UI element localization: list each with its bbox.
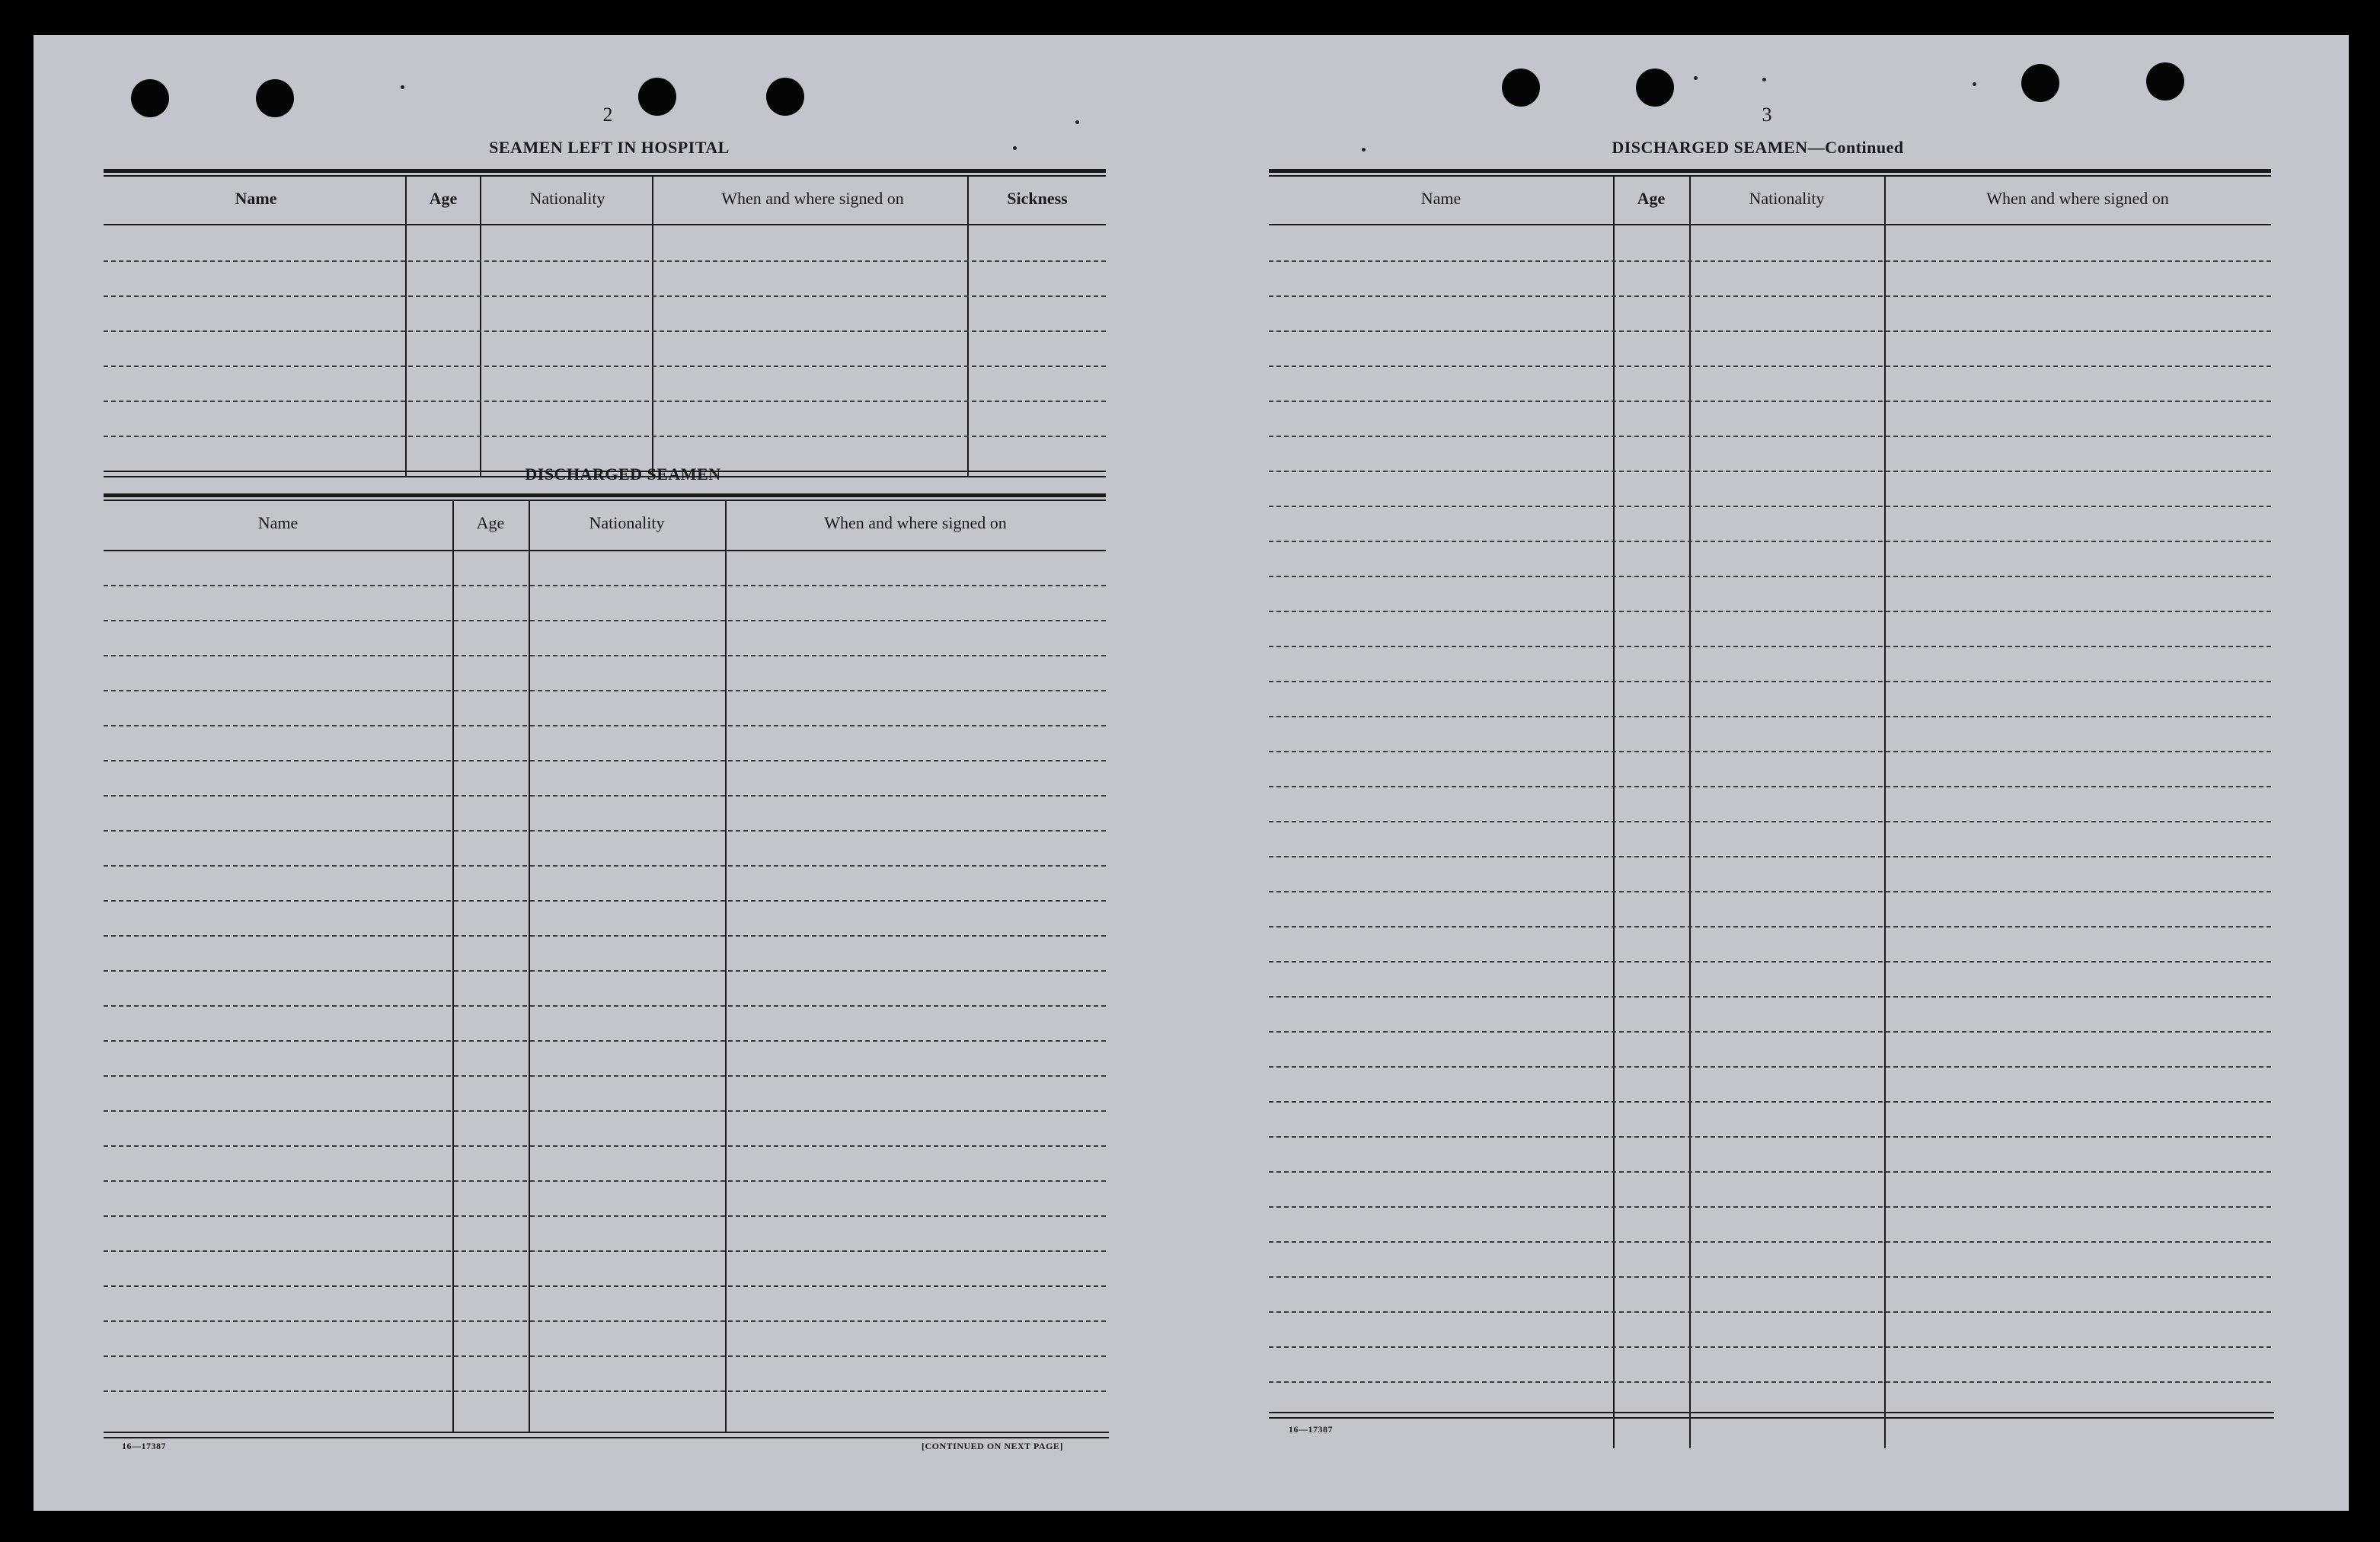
column-divider — [480, 177, 481, 477]
row-line — [104, 295, 1106, 297]
row-line — [1269, 576, 2271, 577]
row-line — [104, 436, 1106, 437]
row-line — [1269, 330, 2271, 332]
punch-hole — [1636, 69, 1674, 107]
title-main: DISCHARGED SEAMEN — [1612, 138, 1808, 157]
column-header-when-where: When and where signed on — [721, 189, 904, 208]
header-bottom-rule — [104, 550, 1106, 551]
column-divider — [1613, 177, 1615, 1448]
row-line — [1269, 1241, 2271, 1243]
row-line — [104, 401, 1106, 402]
column-header-age: Age — [476, 513, 505, 532]
punch-hole — [1502, 69, 1540, 107]
row-line — [1269, 856, 2271, 857]
row-line — [104, 1040, 1106, 1042]
row-line — [1269, 1381, 2271, 1383]
row-line — [104, 620, 1106, 621]
column-divider — [1884, 177, 1886, 1448]
continued-note: [CONTINUED ON NEXT PAGE] — [922, 1441, 1063, 1451]
speck — [1362, 148, 1366, 152]
punch-hole — [2021, 64, 2059, 102]
row-line — [104, 366, 1106, 367]
table-bottom-rule — [104, 1432, 1109, 1433]
row-line — [104, 1145, 1106, 1147]
table-top-rule — [104, 493, 1106, 497]
row-line — [104, 900, 1106, 902]
speck — [1973, 82, 1976, 86]
column-header-nationality: Nationality — [589, 513, 665, 532]
column-divider — [1689, 177, 1691, 1448]
table-bottom-rule — [104, 1437, 1109, 1438]
column-divider — [529, 501, 530, 1433]
row-line — [104, 935, 1106, 937]
row-line — [1269, 611, 2271, 612]
punch-hole — [638, 78, 676, 116]
speck — [401, 85, 404, 89]
column-divider — [452, 501, 454, 1433]
row-line — [1269, 681, 2271, 682]
row-line — [104, 725, 1106, 726]
row-line — [1269, 506, 2271, 507]
header-bottom-rule — [104, 224, 1106, 225]
row-line — [1269, 1066, 2271, 1068]
column-divider — [652, 177, 653, 477]
column-header-nationality: Nationality — [529, 189, 605, 208]
row-line — [1269, 295, 2271, 297]
row-line — [1269, 436, 2271, 437]
row-line — [1269, 541, 2271, 542]
row-line — [1269, 1031, 2271, 1033]
row-line — [1269, 646, 2271, 647]
row-line — [1269, 1206, 2271, 1208]
column-divider — [725, 501, 727, 1433]
column-header-sickness: Sickness — [1007, 189, 1068, 208]
table-bottom-rule — [1269, 1417, 2274, 1419]
row-line — [104, 830, 1106, 832]
column-header-nationality: Nationality — [1749, 189, 1825, 208]
table-top-rule — [104, 500, 1106, 501]
column-header-when-where: When and where signed on — [1986, 189, 2169, 208]
speck — [1013, 146, 1017, 150]
speck — [1075, 120, 1079, 124]
row-line — [1269, 1171, 2271, 1173]
row-line — [104, 1110, 1106, 1112]
header-bottom-rule — [1269, 224, 2271, 225]
column-divider — [967, 177, 969, 477]
column-header-name: Name — [257, 513, 299, 532]
row-line — [104, 865, 1106, 867]
row-line — [104, 970, 1106, 972]
table-top-rule — [104, 175, 1106, 177]
page-number: 3 — [1762, 104, 1772, 126]
table-top-rule — [104, 169, 1106, 173]
document-sheet — [34, 35, 2349, 1511]
table-top-rule — [1269, 175, 2271, 177]
column-header-name: Name — [1420, 189, 1462, 208]
row-line — [1269, 1276, 2271, 1278]
row-line — [104, 1355, 1106, 1357]
table-bottom-rule — [1269, 1412, 2274, 1413]
speck — [1694, 76, 1698, 80]
row-line — [104, 1075, 1106, 1077]
form-number: 16—17387 — [1289, 1424, 1333, 1435]
row-line — [1269, 891, 2271, 892]
row-line — [104, 1180, 1106, 1182]
section-title-discharged-continued — [1612, 138, 1903, 158]
row-line — [1269, 401, 2271, 402]
row-line — [1269, 1101, 2271, 1103]
punch-hole — [2146, 62, 2184, 101]
section-title-discharged: DISCHARGED SEAMEN — [525, 465, 721, 484]
row-line — [1269, 786, 2271, 787]
title-sub: —Continued — [1807, 138, 1904, 157]
row-line — [104, 655, 1106, 656]
row-line — [104, 1250, 1106, 1252]
row-line — [104, 260, 1106, 262]
row-line — [1269, 1311, 2271, 1313]
row-line — [1269, 821, 2271, 822]
row-line — [104, 1390, 1106, 1392]
column-header-age: Age — [429, 189, 458, 208]
row-line — [104, 1005, 1106, 1007]
row-line — [104, 690, 1106, 691]
row-line — [104, 1285, 1106, 1287]
row-line — [104, 795, 1106, 797]
row-line — [1269, 751, 2271, 752]
row-line — [1269, 471, 2271, 472]
table-top-rule — [1269, 169, 2271, 173]
row-line — [1269, 926, 2271, 927]
punch-hole — [131, 79, 169, 117]
row-line — [1269, 716, 2271, 717]
column-header-name: Name — [235, 189, 277, 208]
punch-hole — [766, 78, 804, 116]
punch-hole — [256, 79, 294, 117]
row-line — [1269, 1346, 2271, 1348]
form-number: 16—17387 — [122, 1441, 166, 1451]
row-line — [1269, 366, 2271, 367]
speck — [1762, 78, 1766, 81]
column-header-age: Age — [1637, 189, 1666, 208]
row-line — [104, 585, 1106, 586]
page-number: 2 — [602, 104, 613, 126]
row-line — [104, 760, 1106, 761]
section-title-hospital: SEAMEN LEFT IN HOSPITAL — [489, 138, 730, 157]
row-line — [1269, 961, 2271, 963]
row-line — [104, 1320, 1106, 1322]
column-header-when-where: When and where signed on — [824, 513, 1007, 532]
row-line — [1269, 996, 2271, 998]
row-line — [104, 330, 1106, 332]
row-line — [104, 1215, 1106, 1217]
column-divider — [405, 177, 407, 477]
row-line — [1269, 1136, 2271, 1138]
row-line — [1269, 260, 2271, 262]
